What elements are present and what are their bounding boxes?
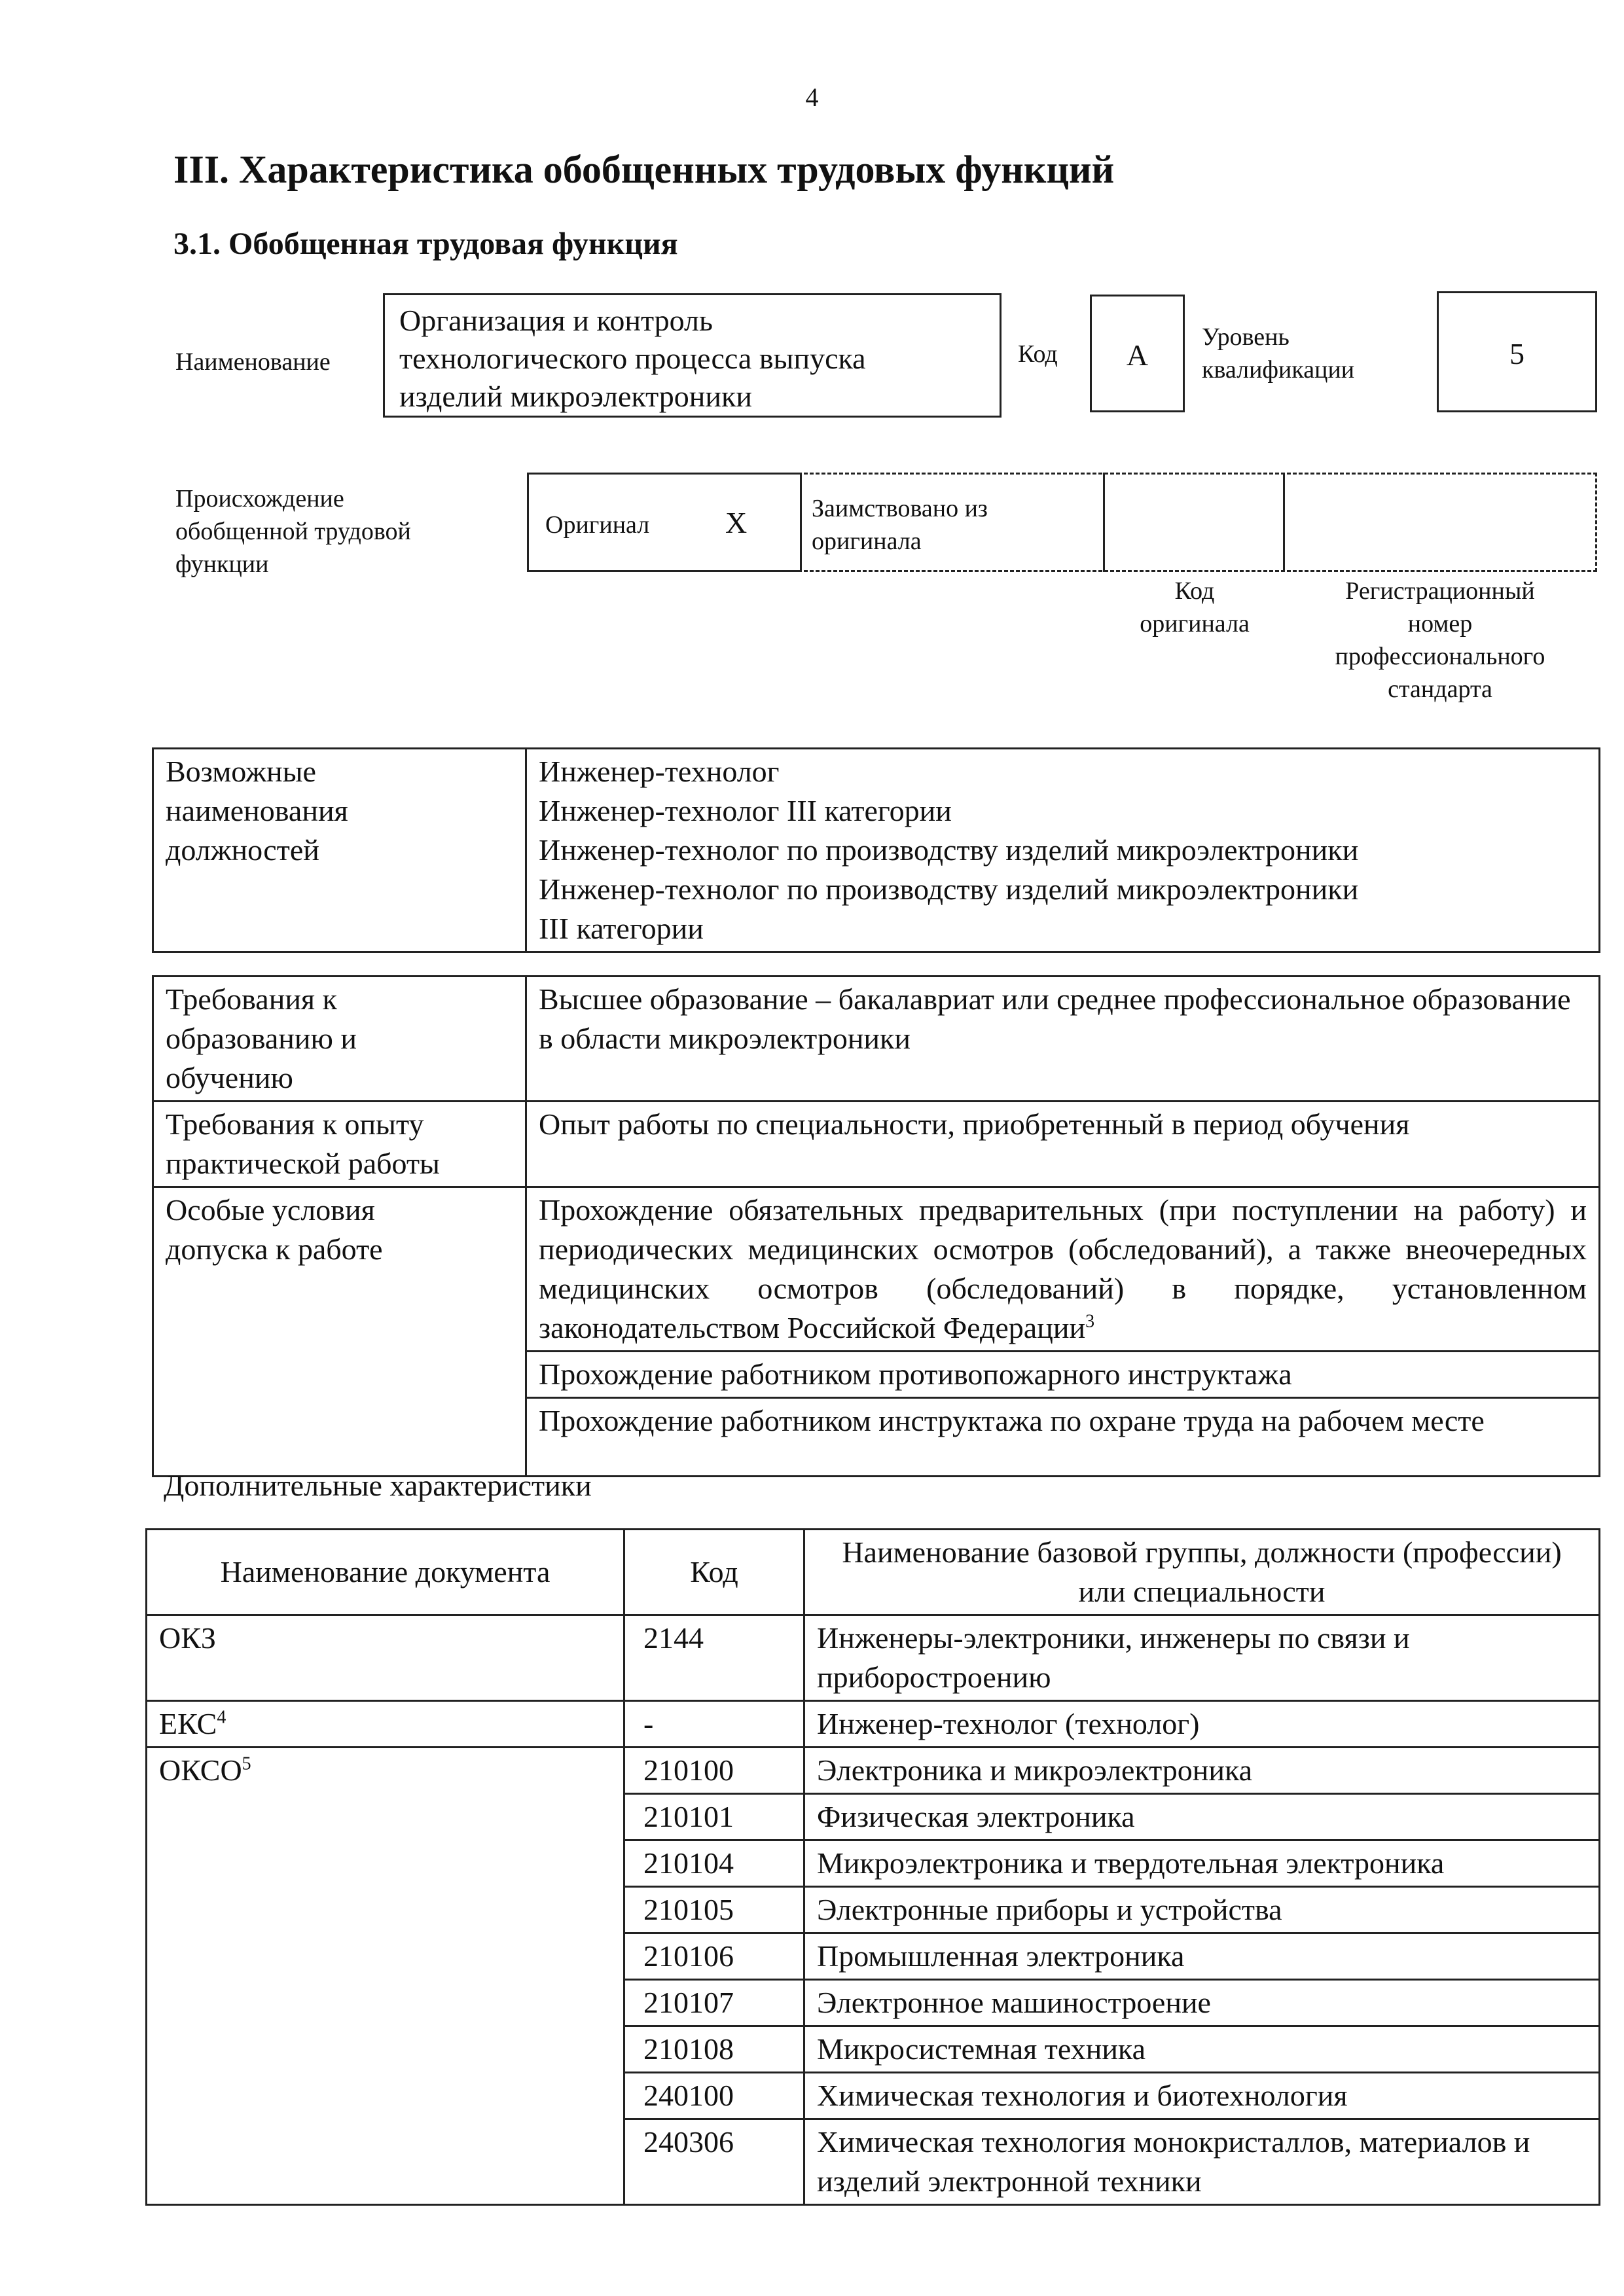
- positions-label-line-2: наименования: [166, 794, 348, 827]
- reg-number-caption: [1293, 575, 1587, 706]
- special-label-line-2: допуска к работе: [166, 1232, 383, 1266]
- requirements-table: [152, 975, 1600, 1477]
- level-value: 5: [1509, 337, 1525, 370]
- origin-label: [175, 482, 411, 581]
- function-name-line-2: технологического процесса выпуска: [399, 342, 866, 375]
- col-header-document: Наименование документа: [147, 1530, 624, 1615]
- section-title: III. Характеристика обобщенных трудовых функций: [173, 148, 1115, 191]
- col-header-code: Код: [624, 1530, 804, 1615]
- positions-label: [153, 749, 526, 952]
- level-label: [1202, 321, 1354, 386]
- col-header-name: Наименование базовой группы, должности (профессии) или специальности: [804, 1530, 1600, 1615]
- borrowed-line-1: Заимствовано из: [812, 495, 988, 522]
- subsection-title: 3.1. Обобщенная трудовая функция: [173, 226, 678, 261]
- special-condition-medical: [526, 1187, 1600, 1352]
- original-mark: X: [725, 506, 748, 539]
- okso-name: Микроэлектроника и твердотельная электроника: [804, 1840, 1600, 1887]
- origin-divider-2: [1283, 473, 1285, 572]
- okso-code: 240306: [624, 2119, 804, 2205]
- code-original-caption: [1106, 575, 1283, 640]
- positions-label-line-1: Возможные: [166, 755, 316, 788]
- additional-table: [145, 1528, 1600, 2206]
- okso-name: Химическая технология и биотехнология: [804, 2073, 1600, 2119]
- special-condition-fire: Прохождение работником противопожарного инструктажа: [526, 1352, 1600, 1398]
- level-label-line-2: квалификации: [1202, 356, 1355, 384]
- okz-code: 2144: [624, 1615, 804, 1701]
- position-item: Инженер-технолог по производству изделий микроэлектроники: [539, 872, 1359, 906]
- okso-name: Микросистемная техника: [804, 2026, 1600, 2073]
- positions-table: [152, 747, 1600, 953]
- origin-label-line-3: функции: [175, 550, 269, 578]
- original-label: Оригинал: [545, 511, 650, 539]
- reg-caption-line-1: Регистрационный: [1345, 577, 1535, 605]
- code-value: А: [1126, 338, 1149, 372]
- position-item: Инженер-технолог III категории: [539, 794, 952, 827]
- experience-label-line-2: практической работы: [166, 1147, 440, 1180]
- education-label-line-3: обучению: [166, 1061, 293, 1094]
- position-item: Инженер-технолог: [539, 755, 780, 788]
- education-label-line-2: образованию и: [166, 1022, 357, 1055]
- reg-caption-line-2: номер: [1407, 610, 1473, 637]
- okso-name: Электронные приборы и устройства: [804, 1887, 1600, 1933]
- okso-code: 210108: [624, 2026, 804, 2073]
- positions-list: [526, 749, 1600, 952]
- borrowed-label: [812, 492, 988, 558]
- footnote-4: 4: [217, 1707, 226, 1728]
- okz-doc: ОКЗ: [147, 1615, 624, 1701]
- level-value-box: [1437, 291, 1597, 412]
- okso-doc: [147, 1748, 624, 2205]
- origin-label-line-2: обобщенной трудовой: [175, 518, 411, 545]
- okso-name: Электроника и микроэлектроника: [804, 1748, 1600, 1794]
- okso-code: 240100: [624, 2073, 804, 2119]
- code-value-box: [1090, 295, 1185, 412]
- function-name-line-1: Организация и контроль: [399, 304, 713, 337]
- eks-doc: [147, 1701, 624, 1748]
- special-condition-labor-safety: Прохождение работником инструктажа по охране труда на рабочем месте: [526, 1398, 1600, 1477]
- position-item: Инженер-технолог по производству изделий микроэлектроники: [539, 833, 1359, 867]
- footnote-5: 5: [242, 1753, 251, 1774]
- special-condition-medical-text: Прохождение обязательных предварительных (при поступлении на работу) и периодических медицинских осмотров (обследований), а также внеочередных медицинских осмотров (обследований) в порядке, установленном законодательством Российской Федерации: [539, 1193, 1587, 1344]
- code-original-caption-line-1: Код: [1174, 577, 1215, 605]
- level-label-line-1: Уровень: [1202, 323, 1290, 351]
- function-name-line-3: изделий микроэлектроники: [399, 380, 752, 413]
- education-label-line-1: Требования к: [166, 982, 337, 1016]
- code-original-caption-line-2: оригинала: [1140, 610, 1250, 637]
- special-conditions-label: [153, 1187, 526, 1477]
- education-value: Высшее образование – бакалавриат или среднее профессиональное образование в области микроэлектроники: [526, 977, 1600, 1102]
- experience-value: Опыт работы по специальности, приобретенный в период обучения: [526, 1102, 1600, 1187]
- origin-label-line-1: Происхождение: [175, 485, 344, 512]
- reg-caption-line-3: профессионального: [1335, 643, 1545, 670]
- okso-name: Промышленная электроника: [804, 1933, 1600, 1980]
- name-label: Наименование: [175, 348, 331, 376]
- position-item: III категории: [539, 912, 704, 945]
- okso-code: 210105: [624, 1887, 804, 1933]
- eks-code: -: [624, 1701, 804, 1748]
- origin-divider-1: [1103, 473, 1105, 572]
- okz-name: Инженеры-электроники, инженеры по связи и приборостроению: [804, 1615, 1600, 1701]
- okso-name: Электронное машиностроение: [804, 1980, 1600, 2026]
- experience-label-line-1: Требования к опыту: [166, 1107, 424, 1141]
- borrowed-line-2: оригинала: [812, 528, 922, 555]
- page-number: 4: [805, 82, 819, 112]
- okso-name: Физическая электроника: [804, 1794, 1600, 1840]
- okso-doc-text: ОКСО: [159, 1753, 242, 1787]
- eks-doc-text: ЕКС: [159, 1707, 217, 1740]
- footnote-3: 3: [1085, 1311, 1095, 1332]
- special-label-line-1: Особые условия: [166, 1193, 375, 1227]
- okso-code: 210101: [624, 1794, 804, 1840]
- positions-label-line-3: должностей: [166, 833, 319, 867]
- reg-caption-line-4: стандарта: [1388, 675, 1492, 703]
- okso-code: 210107: [624, 1980, 804, 2026]
- okso-code: 210106: [624, 1933, 804, 1980]
- okso-code: 210100: [624, 1748, 804, 1794]
- okso-code: 210104: [624, 1840, 804, 1887]
- eks-name: Инженер-технолог (технолог): [804, 1701, 1600, 1748]
- additional-title: Дополнительные характеристики: [164, 1469, 592, 1502]
- education-label: [153, 977, 526, 1102]
- function-name-box: [383, 293, 1001, 418]
- origin-original-cell: [527, 473, 802, 572]
- okso-name: Химическая технология монокристаллов, материалов и изделий электронной техники: [804, 2119, 1600, 2205]
- code-label: Код: [1018, 340, 1058, 368]
- experience-label: [153, 1102, 526, 1187]
